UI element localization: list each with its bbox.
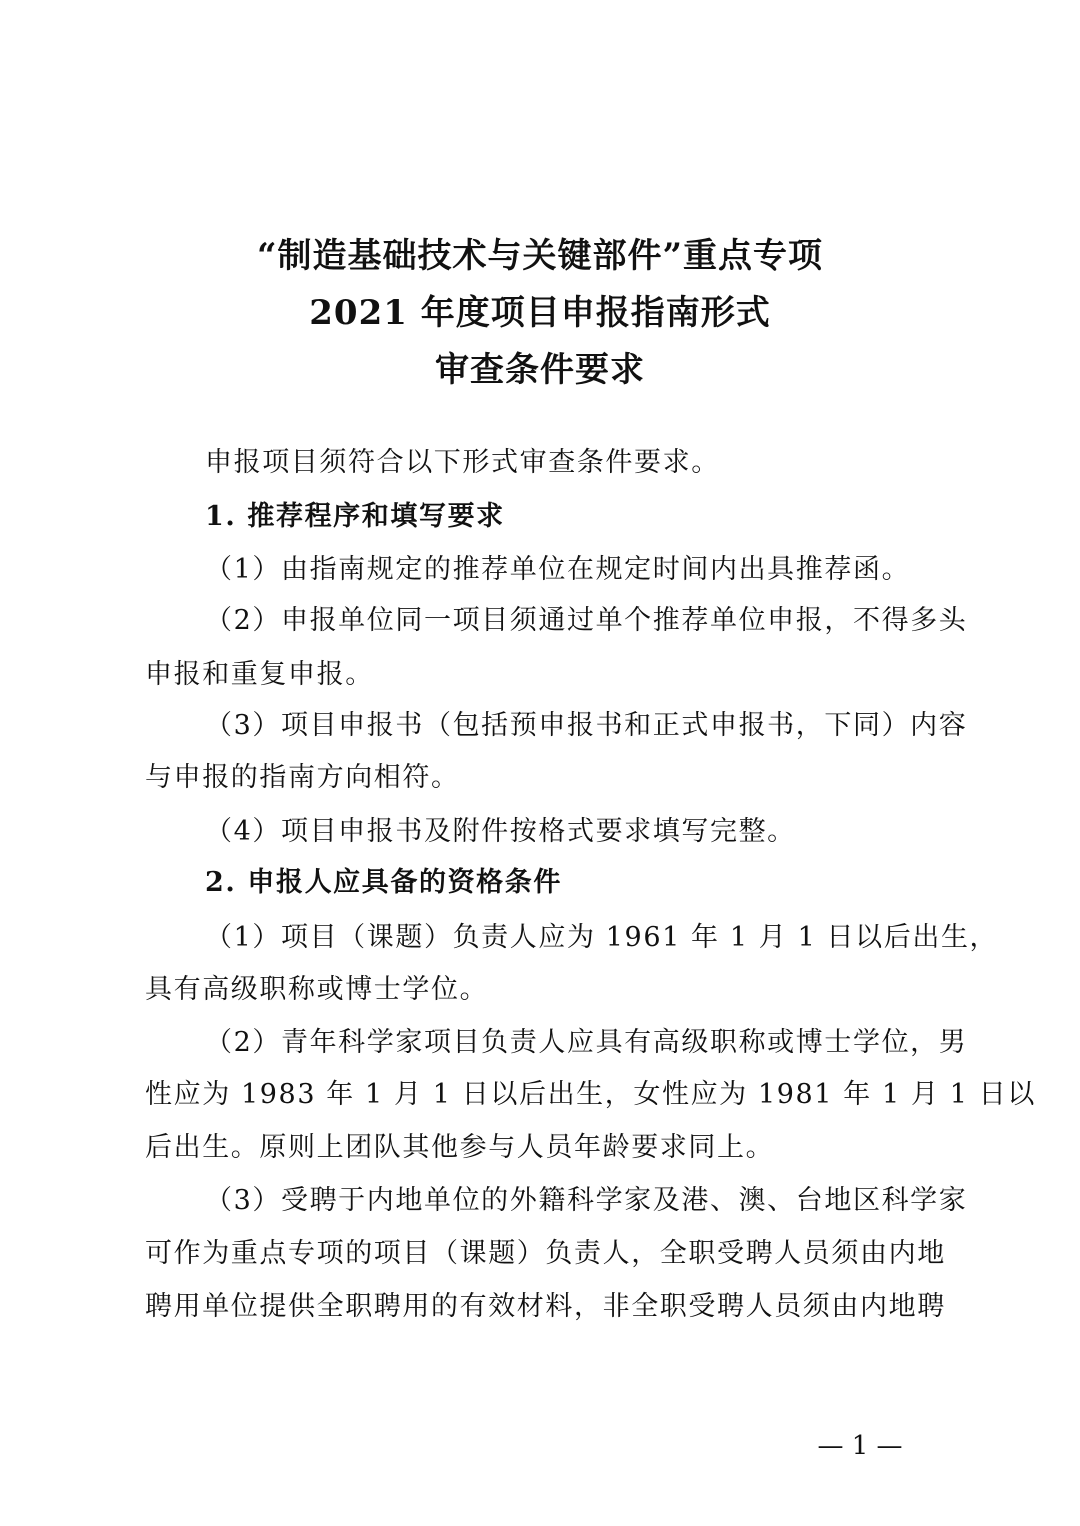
section-2-item-1-line-1: （1）项目（课题）负责人应为 1961 年 1 月 1 日以后出生， xyxy=(205,922,999,953)
intro-paragraph: 申报项目须符合以下形式审查条件要求。 xyxy=(205,447,720,478)
title-line-2: 2021 年度项目申报指南形式 xyxy=(309,293,771,333)
document-title xyxy=(0,228,1080,399)
section-2-item-3-line-1: （3）受聘于内地单位的外籍科学家及港、澳、台地区科学家 xyxy=(205,1185,968,1216)
section-1-item-4: （4）项目申报书及附件按格式要求填写完整。 xyxy=(205,816,796,847)
title-line-1: “制造基础技术与关键部件”重点专项 xyxy=(256,236,824,276)
section-1-item-1: （1）由指南规定的推荐单位在规定时间内出具推荐函。 xyxy=(205,554,911,585)
section-1-item-3-line-2: 与申报的指南方向相符。 xyxy=(145,762,460,793)
section-2-item-1-line-2: 具有高级职称或博士学位。 xyxy=(145,974,489,1005)
page-number: — 1 — xyxy=(817,1431,903,1461)
section-1-item-2-line-2: 申报和重复申报。 xyxy=(145,659,374,690)
section-2-item-2-line-1: （2）青年科学家项目负责人应具有高级职称或博士学位，男 xyxy=(205,1027,968,1058)
section-1-item-3-line-1: （3）项目申报书（包括预申报书和正式申报书，下同）内容 xyxy=(205,710,968,741)
title-line-3: 审查条件要求 xyxy=(435,350,645,390)
section-2-item-3-line-3: 聘用单位提供全职聘用的有效材料，非全职受聘人员须由内地聘 xyxy=(145,1291,946,1322)
section-2-item-3-line-2: 可作为重点专项的项目（课题）负责人，全职受聘人员须由内地 xyxy=(145,1238,946,1269)
section-1-item-2-line-1: （2）申报单位同一项目须通过单个推荐单位申报，不得多头 xyxy=(205,605,968,636)
section-2-item-2-line-3: 后出生。原则上团队其他参与人员年龄要求同上。 xyxy=(145,1132,775,1163)
section-2-item-2-line-2: 性应为 1983 年 1 月 1 日以后出生，女性应为 1981 年 1 月 1 日以 xyxy=(145,1079,1036,1110)
section-1-heading: 1. 推荐程序和填写要求 xyxy=(205,501,505,532)
section-2-heading: 2. 申报人应具备的资格条件 xyxy=(205,867,562,898)
